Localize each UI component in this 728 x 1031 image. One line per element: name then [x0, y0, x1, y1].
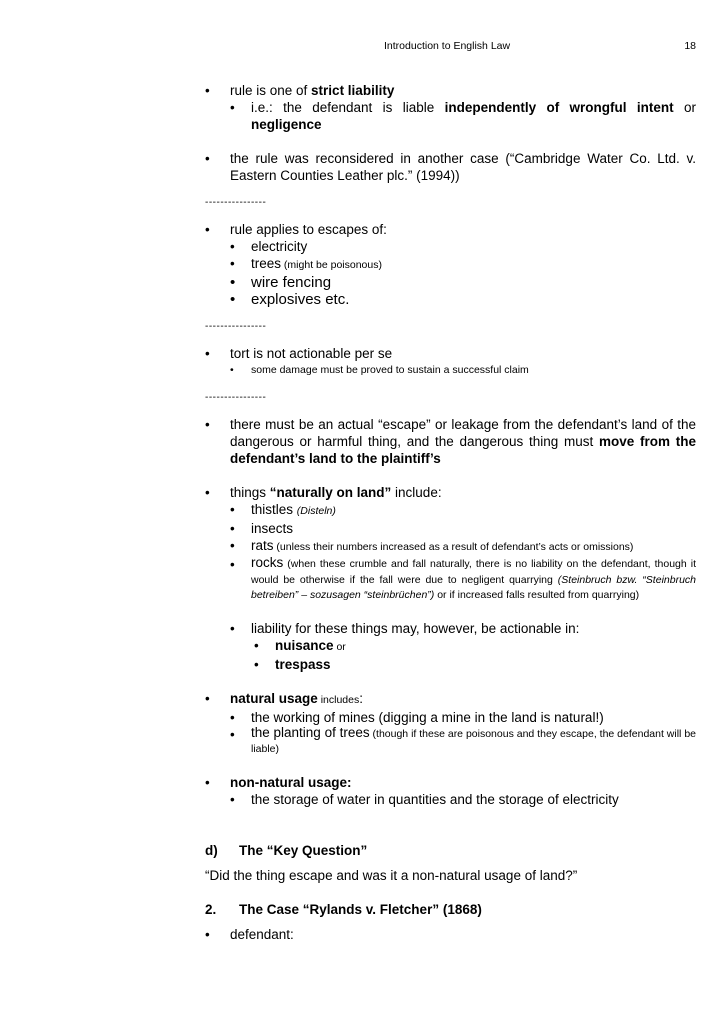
page-header	[205, 38, 696, 56]
list-item: • insects	[230, 521, 294, 536]
bullet: •	[230, 791, 235, 807]
list-item: • there must be an actual “escape” or leakage from the defendant’s land of the dangerous or harmful thing, and the dangerous thing must move from the defendant’s land to the plaintiff’s	[205, 417, 696, 466]
bullet: •	[205, 346, 210, 361]
list-item: • the storage of water in quantities and the storage of electricity	[230, 791, 619, 807]
list-item: • natural usage includes:	[205, 690, 363, 706]
separator: ----------------	[205, 321, 267, 332]
bullet: •	[205, 222, 210, 237]
list-item: • the rule was reconsidered in another case (“Cambridge Water Co. Ltd. v. Eastern Counties Leather plc.” (1994))	[205, 151, 696, 183]
bullet: •	[205, 151, 210, 166]
bullet: •	[230, 239, 235, 254]
list-item: • explosives etc.	[230, 291, 350, 308]
separator: ----------------	[205, 197, 267, 208]
list-item: • electricity	[230, 239, 308, 254]
list-item: • liability for these things may, however, be actionable in:	[230, 620, 580, 636]
bullet: •	[230, 364, 234, 376]
list-item: • i.e.: the defendant is liable independently of wrongful intent or negligence	[230, 100, 696, 132]
bullet: •	[230, 538, 235, 553]
list-item: • the working of mines (digging a mine in the land is natural!)	[230, 709, 604, 725]
list-item: • rocks (when these crumble and fall naturally, there is no liability on the defendant, though it would be otherwise if the fall were due to negligent quarrying (Steinbruch bzw. “Steinbruch betreiben” – sozusagen “steinbrüchen”) or if increased falls resulted from quarrying)	[230, 555, 697, 601]
section-heading: 2. The Case “Rylands v. Fletcher” (1868)	[205, 901, 482, 917]
key-question: “Did the thing escape and was it a non-natural usage of land?”	[205, 867, 578, 883]
list-item: • trespass	[254, 656, 331, 672]
list-item: • rule is one of strict liability	[205, 83, 395, 98]
bullet: •	[205, 690, 210, 706]
bullet: •	[230, 726, 235, 742]
bullet: •	[205, 485, 210, 500]
bullet: •	[230, 521, 235, 536]
bullet: •	[205, 83, 210, 98]
bullet: •	[205, 417, 210, 432]
header-title: Introduction to English Law	[384, 40, 511, 52]
list-item: • the planting of trees (though if these are poisonous and they escape, the defendant will be liable)	[230, 724, 696, 755]
bullet: •	[230, 502, 235, 517]
list-item: • rats (unless their numbers increased as a result of defendant’s acts or omissions)	[230, 538, 634, 553]
bullet: •	[205, 926, 210, 942]
separator: ----------------	[205, 392, 267, 403]
list-item: • trees (might be poisonous)	[230, 256, 382, 271]
list-item: • thistles (Disteln)	[230, 502, 336, 517]
section-heading: d) The “Key Question”	[205, 842, 368, 858]
list-item: • things “naturally on land” include:	[205, 485, 442, 500]
bullet: •	[205, 774, 210, 790]
list-item: • tort is not actionable per se	[205, 346, 393, 361]
bullet: •	[230, 274, 236, 291]
list-item: • nuisance or	[254, 637, 346, 653]
bullet: •	[230, 256, 235, 271]
page-number: 18	[684, 40, 696, 52]
bullet: •	[230, 620, 235, 636]
list-item: • non-natural usage:	[205, 774, 352, 790]
list-item: • defendant:	[205, 926, 294, 942]
bullet: •	[230, 557, 235, 572]
bullet: •	[230, 100, 235, 115]
bullet: •	[230, 291, 236, 308]
list-item: • wire fencing	[230, 274, 332, 291]
list-item: • rule applies to escapes of:	[205, 222, 387, 237]
list-item: • some damage must be proved to sustain a successful claim	[205, 362, 696, 379]
bullet: •	[230, 709, 235, 725]
bullet: •	[254, 656, 259, 672]
bullet: •	[254, 637, 259, 653]
